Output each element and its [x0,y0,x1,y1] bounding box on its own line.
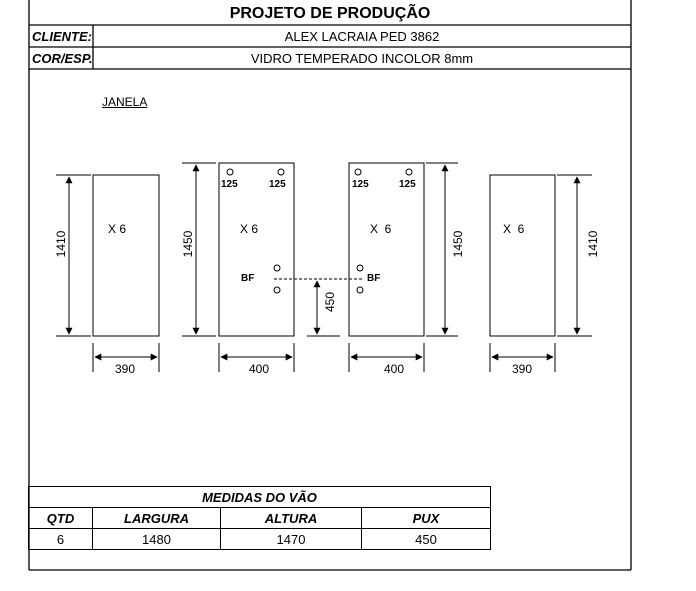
hole-label: 125 [399,179,416,190]
cell-pux: 450 [362,529,491,550]
medidas-table [28,486,491,550]
hole-icon [355,169,361,175]
hole-label: 125 [352,179,369,190]
cor-label: COR/ESP. [32,51,93,66]
hole-icon [357,265,363,271]
panel-3-quantity: X 6 [370,222,392,236]
dim-width-2-label: 400 [248,362,270,376]
hole-icon [227,169,233,175]
panel-2-quantity: X 6 [240,222,259,236]
cell-altura: 1470 [221,529,362,550]
col-header-altura: ALTURA [221,508,362,529]
lock-label: BF [241,273,255,284]
dim-height-2-label: 1450 [181,230,195,258]
dim-width-3-label: 400 [383,362,405,376]
dim-width-4-label: 390 [511,362,533,376]
section-label: JANELA [102,95,148,109]
cliente-value: ALEX LACRAIA PED 3862 [284,29,440,44]
hole-label: 125 [221,179,238,190]
hole-icon [406,169,412,175]
glass-panel-1 [93,175,159,336]
panel-4-quantity: X 6 [503,222,525,236]
hole-icon [274,265,280,271]
dim-height-3-label: 1450 [451,230,465,258]
glass-panel-4 [490,175,555,336]
dim-width-1-label: 390 [114,362,136,376]
col-header-pux: PUX [362,508,491,529]
dim-pux-label: 450 [323,291,337,313]
col-header-qtd: QTD [29,508,93,529]
hole-icon [274,287,280,293]
col-header-largura: LARGURA [93,508,221,529]
cell-largura: 1480 [93,529,221,550]
cor-value: VIDRO TEMPERADO INCOLOR 8mm [250,51,474,66]
table-row [29,529,491,550]
dim-height-4-label: 1410 [586,230,600,258]
lock-label: BF [367,273,381,284]
table-title: MEDIDAS DO VÃO [29,487,491,508]
panel-1-quantity: X 6 [108,222,127,236]
hole-icon [357,287,363,293]
hole-icon [278,169,284,175]
cell-qtd: 6 [29,529,93,550]
hole-label: 125 [269,179,286,190]
dim-height-1-label: 1410 [54,230,68,258]
cliente-label: CLIENTE: [32,29,92,44]
page-title: PROJETO DE PRODUÇÃO [229,5,431,22]
